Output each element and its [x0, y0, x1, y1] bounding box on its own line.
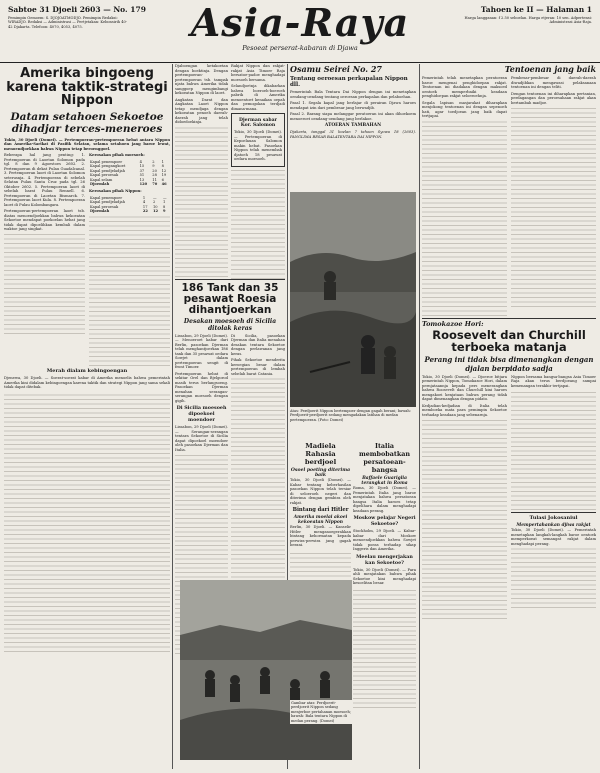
text-block: [175, 127, 228, 277]
osamu-small-head: ATOERAN TAMBAHAN: [324, 123, 382, 128]
article-text: Djenewa, 30 Djoeli. — Soerat-soerat kabar di Amerika menoelis bahwa pemerintah Amerika kini didalam kebingoengan karena taktik dan strategi Nippon jang sama sekali tidak dapat ditebak.: [4, 376, 170, 390]
section-subhead: Merah dialam kebingoengan: [46, 368, 128, 375]
section-subhead: Di Sicilia moesoeh dipoekoel moendoer: [176, 405, 227, 424]
battle-photo: [290, 192, 416, 407]
article-text: Tokio, 30 Djoeli (Domei). — Kabar tentang keberhasilan pasoekan Nippon telah tersiar di seloeroeh negeri dan diterima dengan gembira oleh rakjat.: [290, 478, 351, 505]
article-text: Berlin, 30 Djoeli. — Kanselir Hitler menganoegerahkan bintang kehormatan kepada perwira-perwira jang gagah berani.: [290, 525, 351, 547]
table-row: Kapal penempoer 4 2 1: [90, 159, 164, 164]
box-text: Tokio, 30 Djoeli (Domei). — Pertempoeran di Kepoelauan Salomon makin hebat. Pasoekan Nippon telah menembak djatoeh 18 pesawat oedara moesoeh.: [234, 130, 282, 161]
lead-dateline: Tokio, 30 Djoeli (Domei). — Pertempoeran-pertempoeran hebat antara Nippon dan Amerika-Sarikat di Pasifik Selatan, selama setahoen jang baroe lewat, menoendjoekkan bahwa Nippon tetap beroenggoel.: [4, 137, 170, 151]
article-text: Nippon bersama bangsa-bangsa Asia Timoer Raja akan terus berdjoeang sampai kemenangan terakhir tertjapai.: [511, 374, 596, 388]
article-subhead: Baffaele Guariglia terangkat in Roma: [361, 476, 408, 486]
col3-right-article: [353, 440, 416, 760]
article-subhead: Amerika moelai akoei kekoeatan Nippon: [293, 515, 348, 525]
article-text: Roma, 30 Djoeli (Domei). — Pemerintah Italia jang baroe menjatakan bahwa persatoean bangsa Italia haroes tetap dipelihara dalam menghadapi keadaan perang.: [353, 486, 416, 513]
photo2-caption: Gambar atas: Perdjoerit-perdjoerit Nippon sedang menjerboe pertahanan moesoeh; bawah: Bala tentara Nippon di medan perang. (Domei): [291, 701, 352, 723]
article-text: Tokio, 30 Djoeli (Domei). — Pemerintah menetapkan langkah-langkah baroe oentoek memperkoeat semangat rakjat dalam menghadapi perang.: [511, 528, 596, 546]
article-text: Lissabon, 29 Djoeli (Domei). — Menoeroet kabar dari Berlin, pasoekan Djerman telah menghantjoerkan 186 tank dan 35 pesawat oedara Sowjet dalam pertempoeran sengit di front Timoer.: [175, 333, 228, 370]
article-text: Selandjoetnja dikabarkan bahwa boeroeh-boeroeh pabrik di Amerika menoentoet kenaikan oepah dan pemogokan terdjadi dimana-mana.: [231, 84, 285, 111]
osamu-text: Pasal 1. Segala kapal jang berlajar di perairan Djawa haroes mendapat izin dari pembesar jang berwadjib.: [290, 101, 416, 110]
article-text: Pihak Sekoetoe menderita keroegian besar dalam pertempoeran di lembah sebelah barat Catania.: [231, 358, 285, 376]
article-text: Pembesar-pembesar di daerah-daerah diwadjibkan mengawasi pelaksanaan tentoenan ini dengan teliti.: [511, 76, 596, 89]
bottom-headline: Tulasi Jokosaniul: [529, 515, 578, 522]
osamu-text: Pemerintah Bala Tentara Dai Nippon dengan ini menetapkan oendang-oendang tentang oeroesan perkapalan dan pelaboehan.: [290, 90, 416, 99]
bottom-subhead: Mempertahankan djiwa rakjat: [516, 523, 591, 529]
box-title: Djerman sabar Kor. Salomon: [239, 118, 277, 128]
section2-title: Tomokazoe Hori:: [422, 319, 484, 328]
article-headline: Moskow pelajar Negeri Sekoetoe?: [353, 515, 416, 527]
osamu-text: Pasal 2. Barang siapa melanggar peratoeran ini akan dihoekoem menoeroet oendang-oendang jang berlakoe.: [290, 112, 416, 121]
table-row: Kapal penempoer 1 — —: [90, 195, 167, 200]
section-title: Tentoenan jang baik: [504, 64, 596, 74]
section-rule: [175, 279, 285, 280]
article-text: Kedjadian-kedjadian di Italia telah memboeka mata para pemimpin Sekoetoe terhadap keadaan jang sebenarnja.: [422, 403, 507, 417]
article-text: Di Sicilia, pasoekan Djerman dan Italia menahan desakan tentara Sekoetoe dengan perlawanan jang keras.: [231, 333, 285, 356]
osamu-title: Osamu Seirei No. 27: [290, 64, 382, 74]
boxed-article: [231, 113, 285, 167]
lead-headline: Amerika bingoeng karena taktik-strategi Nippon: [6, 66, 168, 109]
section-rule: [422, 318, 596, 319]
article-text: Pertempoeran hebat di sekitar Orel dan Bjelgorod masih terus berlangsoeng. Pasoekan Djerman menahan serangan-serangan moesoeh dengan gigih.: [175, 371, 228, 403]
article-text: Rakjat Nippon dan rakjat-rakjat Asia Timoer Raja bersatoe-padoe menghadapi moesoeh bersama.: [231, 64, 285, 82]
table-title: Kerosakan pihak moesoeh:: [89, 153, 145, 158]
losses-table: [89, 160, 170, 186]
column-4: [422, 64, 596, 769]
column-1: [4, 64, 170, 769]
photo-caption: Atas: Perdjoerit Nippon bertempoer dengan gagah berani; bawah: Perdjoerit-perdjoerit sedang mengadakan latihan di medan pertempoeran. (Foto: Domei): [290, 409, 411, 422]
newspaper-subtitle: Pesoeat perserat-kabaran di Djawa: [242, 44, 358, 52]
roosevelt-subhead: Perang ini tidak bisa dimenangkan dengan djalan berpidato sadja: [424, 354, 594, 373]
text-block: [231, 169, 285, 279]
masthead-left-meta: Pemimpin Oemoem: S. DJOJOATMODJO. Pemimpin Redaksi: WIRADJO. Redaksi — Administrasi — Pertjetakan: Kebonsirih 40-42 Djakarta. Telefoon: 4070, 4053, 4075.: [8, 16, 127, 29]
article-text: Dengan tentoenan ini diharapkan pertanian, perdagangan dan peroesahaan rakjat akan bertambah madjoe.: [511, 91, 596, 105]
masthead-right-meta: Harga langganan: f 2.50 seboelan. Harga etjeran: 10 sen. Adpertensi: Administrasi Asia-Raja.: [464, 16, 592, 25]
article-text: Stockholm, 29 Djoeli. — Kabar-kabar dari Moskow menoendjoekkan bahwa Sowjet tidak poeas terhadap sikap Inggeris dan Amerika.: [353, 529, 416, 551]
table-row: Kapal selam 13 11 6: [90, 177, 164, 182]
table-row: Kapal pendjeladjah 4 2 1: [90, 200, 166, 205]
text-block: [353, 588, 416, 708]
column-rule: [172, 64, 173, 769]
table-total-row: Djoemlah 22 12 9: [90, 209, 166, 214]
article-headline: Madiela Rahasia berdjoel: [304, 442, 337, 466]
article-text: Lissabon, 29 Djoeli (Domei). — Serangan-serangan tentara Sekoetoe di Sicilia dapat dipoekoel moendoer oleh pasoekan Djerman dan Italia.: [175, 425, 228, 452]
article-text: Pemerintah telah menetapkan peratoeran baroe mengenai penghidoepan rakjat. Tentoenan ini diadakan dengan maksoed oentoek memperbaiki keadaan penghidoepan rakjat seloeroehnja.: [422, 76, 507, 98]
text-block: [511, 548, 596, 608]
text-block: [4, 392, 170, 652]
masthead: [0, 0, 600, 63]
text-block: [511, 390, 596, 510]
text-block: [511, 107, 596, 307]
text-block: [4, 234, 85, 334]
article-text: Tokio, 30 Djoeli (Domei). — Para ahli menjatakan bahwa pihak Sekoetoe kini menghadapi kesoelitan besar.: [353, 567, 416, 585]
article-text: Angkatan Darat dan Angkatan Laoet Nippon tetap mendjaga dengan kekoeatan penoeh daerah-daerah jang telah didoedoekinja.: [175, 97, 228, 124]
article-subhead: Osoel poeting diterima baik: [290, 468, 351, 478]
soldiers-photo-image: [180, 580, 352, 760]
section-rule: [511, 512, 596, 513]
osamu-end: Djakarta, tanggal 31 boelan 7 tahoen Syowa 18 (2603). PANGLIMA BESAR BALATENTARA DAI NIPPON.: [290, 130, 416, 139]
text-block: [89, 216, 170, 366]
article-headline: Meelau mengerjakan kan Sekoetoe?: [356, 553, 413, 566]
article-text: Djaboengan ketakoetan dengan boektinja. Dengan pertempoeran-pertempoeran tsb. tampak njata bahwa Amerika tidak sanggoep mengimbangi kekoeatan Nippon di laoet.: [175, 64, 228, 95]
soldiers-photo: [180, 580, 352, 760]
article-headline: Italia membobatkan persatoean-bangsa: [358, 442, 411, 474]
osamu-subhead: Tentang oeroesan perkapalan Nippon dll.: [290, 76, 408, 88]
text-block: [422, 121, 507, 316]
edition-info: Tahoen ke II — Halaman 1: [480, 5, 592, 14]
article-headline: Bintang dari Hitler: [292, 507, 349, 513]
column-rule: [419, 64, 420, 769]
text-block: [422, 419, 507, 619]
lead-subhead: Datam setahoen Sekoetoe dihadjar terces-meneroes: [10, 110, 164, 135]
table-row: Kapal pengangkoet 15 9 8: [90, 164, 164, 169]
tank-headline: 186 Tank dan 35 pesawat Roesia dihantjoerkan: [181, 281, 279, 316]
lead-paragraph: Pertempoeran-pertempoeran laoet tsb. diatas menoendjoekkan bahwa kekoeatan Sekoetoe mendapat poekoelan hebat jang tidak dapat dipoelihkan kembali dalam waktoe jang singkat.: [4, 209, 85, 232]
table-row: Kapal peroesak 17 10 8: [90, 204, 166, 209]
table2-title: Kerosakan pihak Nippon:: [89, 189, 142, 194]
losses-table-2: [89, 196, 170, 214]
battle-photo-image: [290, 192, 416, 407]
issue-date: Sabtoe 31 Djoeli 2603 — No. 179: [8, 5, 146, 14]
article-text: Tokio, 30 Djoeli (Domei). — Djoeroe bitjara pemerintah Nippon, Tomokazoe Hori, dalam pernjataannja kepada pers menerangkan bahwa Roosevelt dan Churchill kini haroes mengakoei kenjataan bahwa perang tidak dapat dimenangkan dengan pidato.: [422, 374, 507, 402]
article-text: Segala lapisan masjarakat diharapkan menjokong tentoenan ini dengan sepenoeh hati, agar toedjoean jang baik dapat tertjapai.: [422, 100, 507, 118]
roosevelt-headline: Roosevelt dan Churchill terboeka matanja: [432, 327, 586, 354]
newspaper-title: Asia-Raya: [190, 0, 410, 45]
table-row: Kapal pendjeladjah 37 20 12: [90, 168, 167, 173]
table-total-row: Djoemlah 120 70 46: [90, 181, 167, 186]
tank-subhead: Desakan moesoeh di Sicilia ditolak keras: [183, 317, 277, 332]
lead-paragraph: Beberapa hal jang penting: 1. Pertempoeran di Laoetan Solomon pada tgl. 8 dan 9 Agoestoes 2602. 2. Pertempoeran di dekat Pulau Guadalcanal. 3. Pertempoeran laoet di Laoetan Solomon seterusnja. 4. Pertempoeran di sebelah Selatan Pulau Santa Cruz pada tgl. 26 Oktober 2602. 5. Pertempoeran laoet di sebelah barat Pulau Rennell. 6. Pertempoeran di Laoetan Bismarck. 7. Pertempoeran laoet Kula. 8. Pertempoeran laoet di Pulau Kolombangara.: [4, 153, 85, 207]
table-row: Kapal peroesak 51 28 19: [90, 173, 167, 178]
